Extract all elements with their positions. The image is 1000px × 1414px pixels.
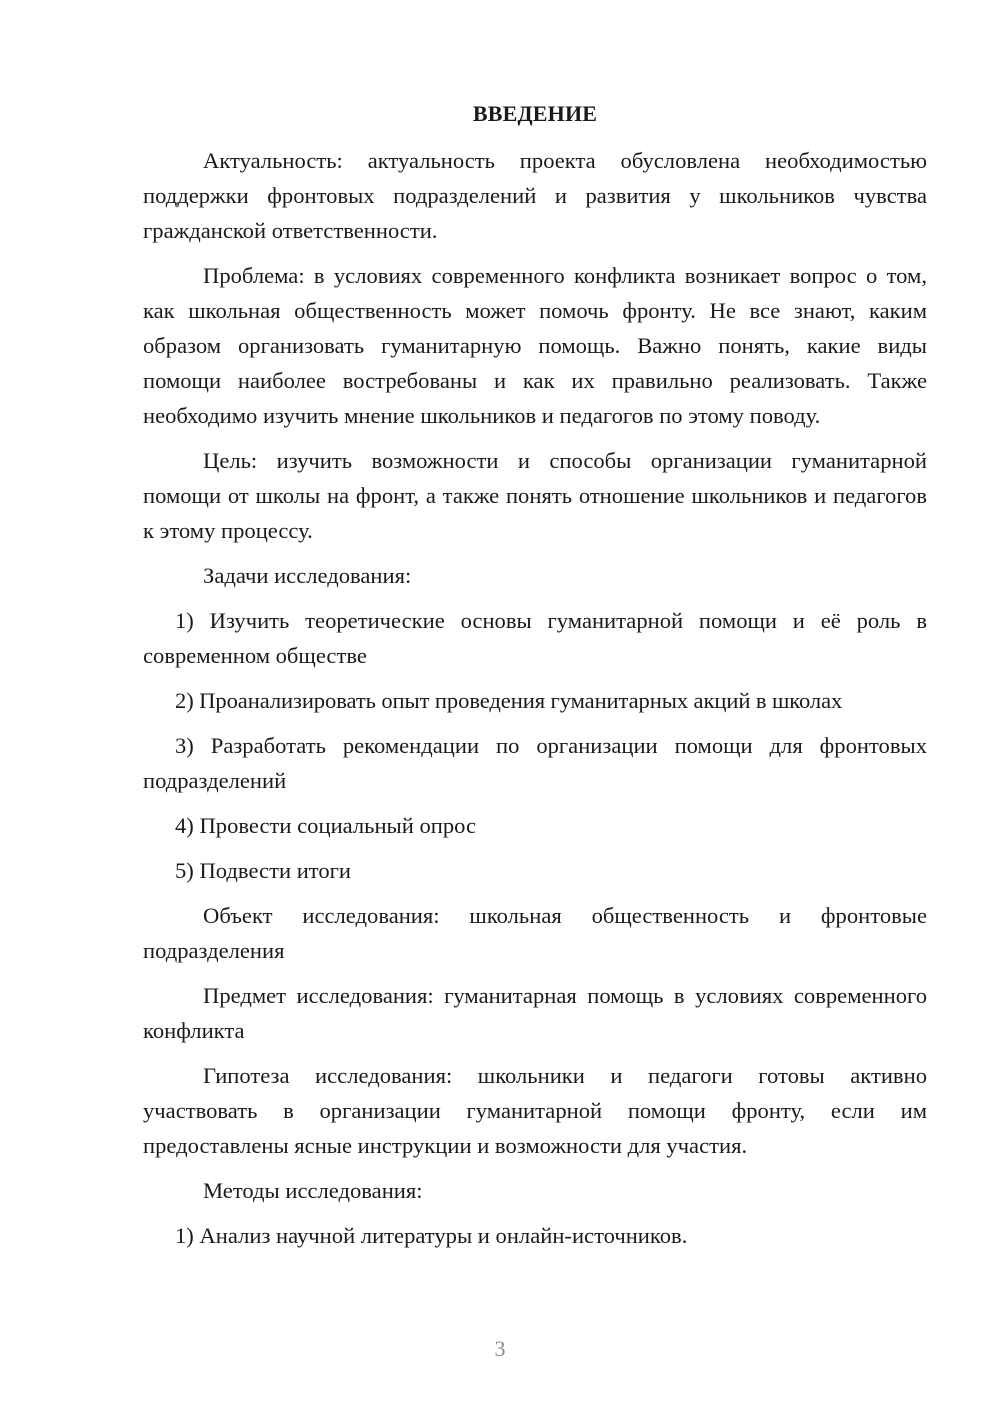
task-item-1: 1) Изучить теоретические основы гуманитарной помощи и её роль в современном обществе bbox=[143, 608, 927, 668]
task-item-4: 4) Провести социальный опрос bbox=[175, 813, 477, 838]
methods-heading: Методы исследования: bbox=[203, 1178, 423, 1203]
hypothesis-paragraph: Гипотеза исследования: школьники и педагоги готовы активно участвовать в организации гуманитарной помощи фронту, если им предоставлены ясные инструкции и возможности для участия. bbox=[143, 1063, 927, 1158]
tasks-heading: Задачи исследования: bbox=[203, 563, 412, 588]
document-page bbox=[143, 96, 927, 1263]
section-heading: ВВЕДЕНИЕ bbox=[472, 101, 598, 126]
problem-paragraph: Проблема: в условиях современного конфликта возникает вопрос о том, как школьная общественность может помочь фронту. Не все знают, каким образом организовать гуманитарную помощь. Важно понять, какие виды помощи наиболее востребованы и как их правильно реализовать. Также необходимо изучить мнение школьников и педагогов по этому поводу. bbox=[143, 263, 927, 428]
relevance-paragraph: Актуальность: актуальность проекта обусловлена необходимостью поддержки фронтовых подразделений и развития у школьников чувства гражданской ответственности. bbox=[143, 148, 927, 243]
goal-paragraph: Цель: изучить возможности и способы организации гуманитарной помощи от школы на фронт, а также понять отношение школьников и педагогов к этому процессу. bbox=[143, 448, 927, 543]
object-paragraph: Объект исследования: школьная общественность и фронтовые подразделения bbox=[143, 903, 927, 963]
task-item-2: 2) Проанализировать опыт проведения гуманитарных акций в школах bbox=[175, 688, 843, 713]
method-item-1: 1) Анализ научной литературы и онлайн-источников. bbox=[175, 1223, 688, 1248]
task-item-5: 5) Подвести итоги bbox=[175, 858, 352, 883]
subject-paragraph: Предмет исследования: гуманитарная помощь в условиях современного конфликта bbox=[143, 983, 927, 1043]
task-item-3: 3) Разработать рекомендации по организации помощи для фронтовых подразделений bbox=[143, 733, 927, 793]
page-number: 3 bbox=[494, 1336, 506, 1361]
